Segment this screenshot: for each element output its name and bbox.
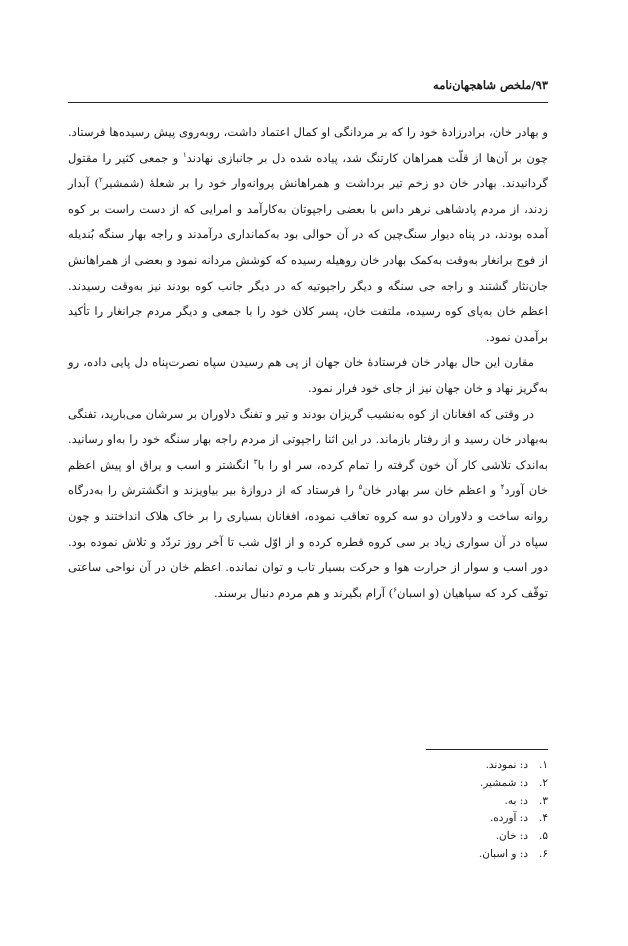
- footnote-5: [68, 828, 548, 846]
- footnote-4: [68, 810, 548, 828]
- paragraph-3-text-b: انگشتر و اسب و یراق او پیش اعظم خان آورد: [68, 457, 549, 498]
- paragraph-3-text-d: را فرستاد که از دروازهٔ بیر بیاویزند و انگشترش را به‌درگاه روانه ساخت و دلاوران دو سه کروه تعاقب نموده، افغانان بسیاری را بر خاک هلاک انداختند و چون سپاه در آن سواری زیاد بر سی کروه قطره کرده و از اوّل شب تا آخر روز تردّد و تلاش نموده بود. دور اسب و سوار از حرارت هوا و حرکت بسیار تاب و توان نمانده. اعظم خان در آن نواحی ساعتی توقّف کرد که سپاهیان (و اسبان: [68, 483, 548, 600]
- footnote-number: ۴.: [539, 812, 548, 825]
- footnote-text: د: آورده.: [489, 812, 528, 825]
- paragraph-3-text-e: ) آرام بگیرند و هم مردم دنبال برسند.: [214, 585, 394, 600]
- footnote-text: د: خان.: [495, 830, 528, 843]
- paragraph-3-text-c: و اعظم خان سر بهادر خان: [362, 483, 501, 498]
- footnote-ref-4: ۴: [500, 483, 505, 492]
- running-head: ۹۳/ملخص شاهجهان‌نامه: [433, 78, 548, 92]
- paragraph-1-text-a: و بهادر خان، برادرزادهٔ خود را که بر مردانگی او کمال اعتماد داشت، روبه‌روی پیش رسیده‌ها فرستاد. چون بر آن‌ها از قلّت همراهان کارتنگ شد، پیاده شده دل بر جانبازی نهادند: [68, 125, 548, 165]
- footnote-divider: [426, 749, 548, 750]
- paragraph-3: [68, 402, 548, 607]
- paragraph-2: مقارن این حال بهادر خان فرستادهٔ خان جهان از پی هم رسیدن سپاه نصرت‌پناه دل پایی داده، رو به‌گریز نهاد و خان جهان نیز از جای خود فرار نمود.: [68, 355, 548, 395]
- footnote-number: ۳.: [539, 794, 548, 807]
- footnote-1: [68, 757, 548, 775]
- paragraph-1-text-c: ) آبدار زدند، از مردم پادشاهی نرهر داس با بعضی راجپوتان به‌کارآمد و امرایی که از دست راست بر کوه آمده بودند، در پناه دیوار سنگ‌چین که در آن حوالی بود به‌کمانداری درآمدند و راجه بهار سنگه بُندیله از فوج برانغار به‌وقت به‌کمک بهادر خان روهیله رسیده که کوشش مردانه نمود و بعضی از همراهانش جان‌نثار گشتند و راجه جی سنگه و دیگر راجپوتیه که در دیگر جانب کوه بودند نیز به‌وقت رسیدند. اعظم خان به‌پای کوه رسیده، ملتفت خان، پسر کلان خود را با جمعی و دیگر مردم جرانغار را تأکید برآمدن نمود.: [68, 176, 548, 344]
- paragraph-1: [68, 120, 548, 350]
- footnote-ref-3: ۳: [253, 457, 258, 466]
- footnote-text: د: و اسبان.: [478, 847, 528, 860]
- footnote-number: ۵.: [539, 830, 548, 843]
- footnote-6: [68, 846, 548, 864]
- footnote-number: ۲.: [539, 776, 548, 789]
- main-text: [68, 120, 548, 606]
- footnote-text: د: به.: [504, 794, 528, 807]
- footnote-number: ۱.: [539, 759, 548, 771]
- footnote-number: ۶.: [539, 847, 548, 860]
- footnote-ref-6: ۶: [393, 585, 397, 594]
- footnote-ref-5: ۵: [358, 483, 363, 492]
- footnote-3: [68, 793, 548, 811]
- footnote-ref-1: ۱: [182, 150, 187, 159]
- footnote-text: د: شمشیر.: [479, 776, 528, 789]
- footnote-ref-2: ۲: [99, 176, 103, 185]
- page: [68, 0, 548, 946]
- footnote-2: [68, 775, 548, 793]
- footnote-text: د: نمودند.: [485, 759, 528, 771]
- header-divider: [68, 102, 548, 103]
- paragraph-1-text-b: و جمعی کثیر را مقتول گردانیدند. بهادر خان دو زخم تیر برداشت و همراهانش پروانه‌وار خود را بر شعلهٔ (شمشیر: [68, 150, 548, 191]
- footnotes: [68, 757, 548, 864]
- paragraph-3-text-a: در وقتی که افغانان از کوه به‌نشیب گریزان بودند و تیر و تفنگ دلاوران بر سرشان می‌بارید، تفنگی به‌بهادر خان رسید و از رفتار بازماند. در این اثنا راجپوتی از مردم راجه بهار سنگه خود را به‌او رسانید. به‌اندک تلاشی کار آن خون گرفته را تمام کرده، سر او را با: [68, 406, 548, 472]
